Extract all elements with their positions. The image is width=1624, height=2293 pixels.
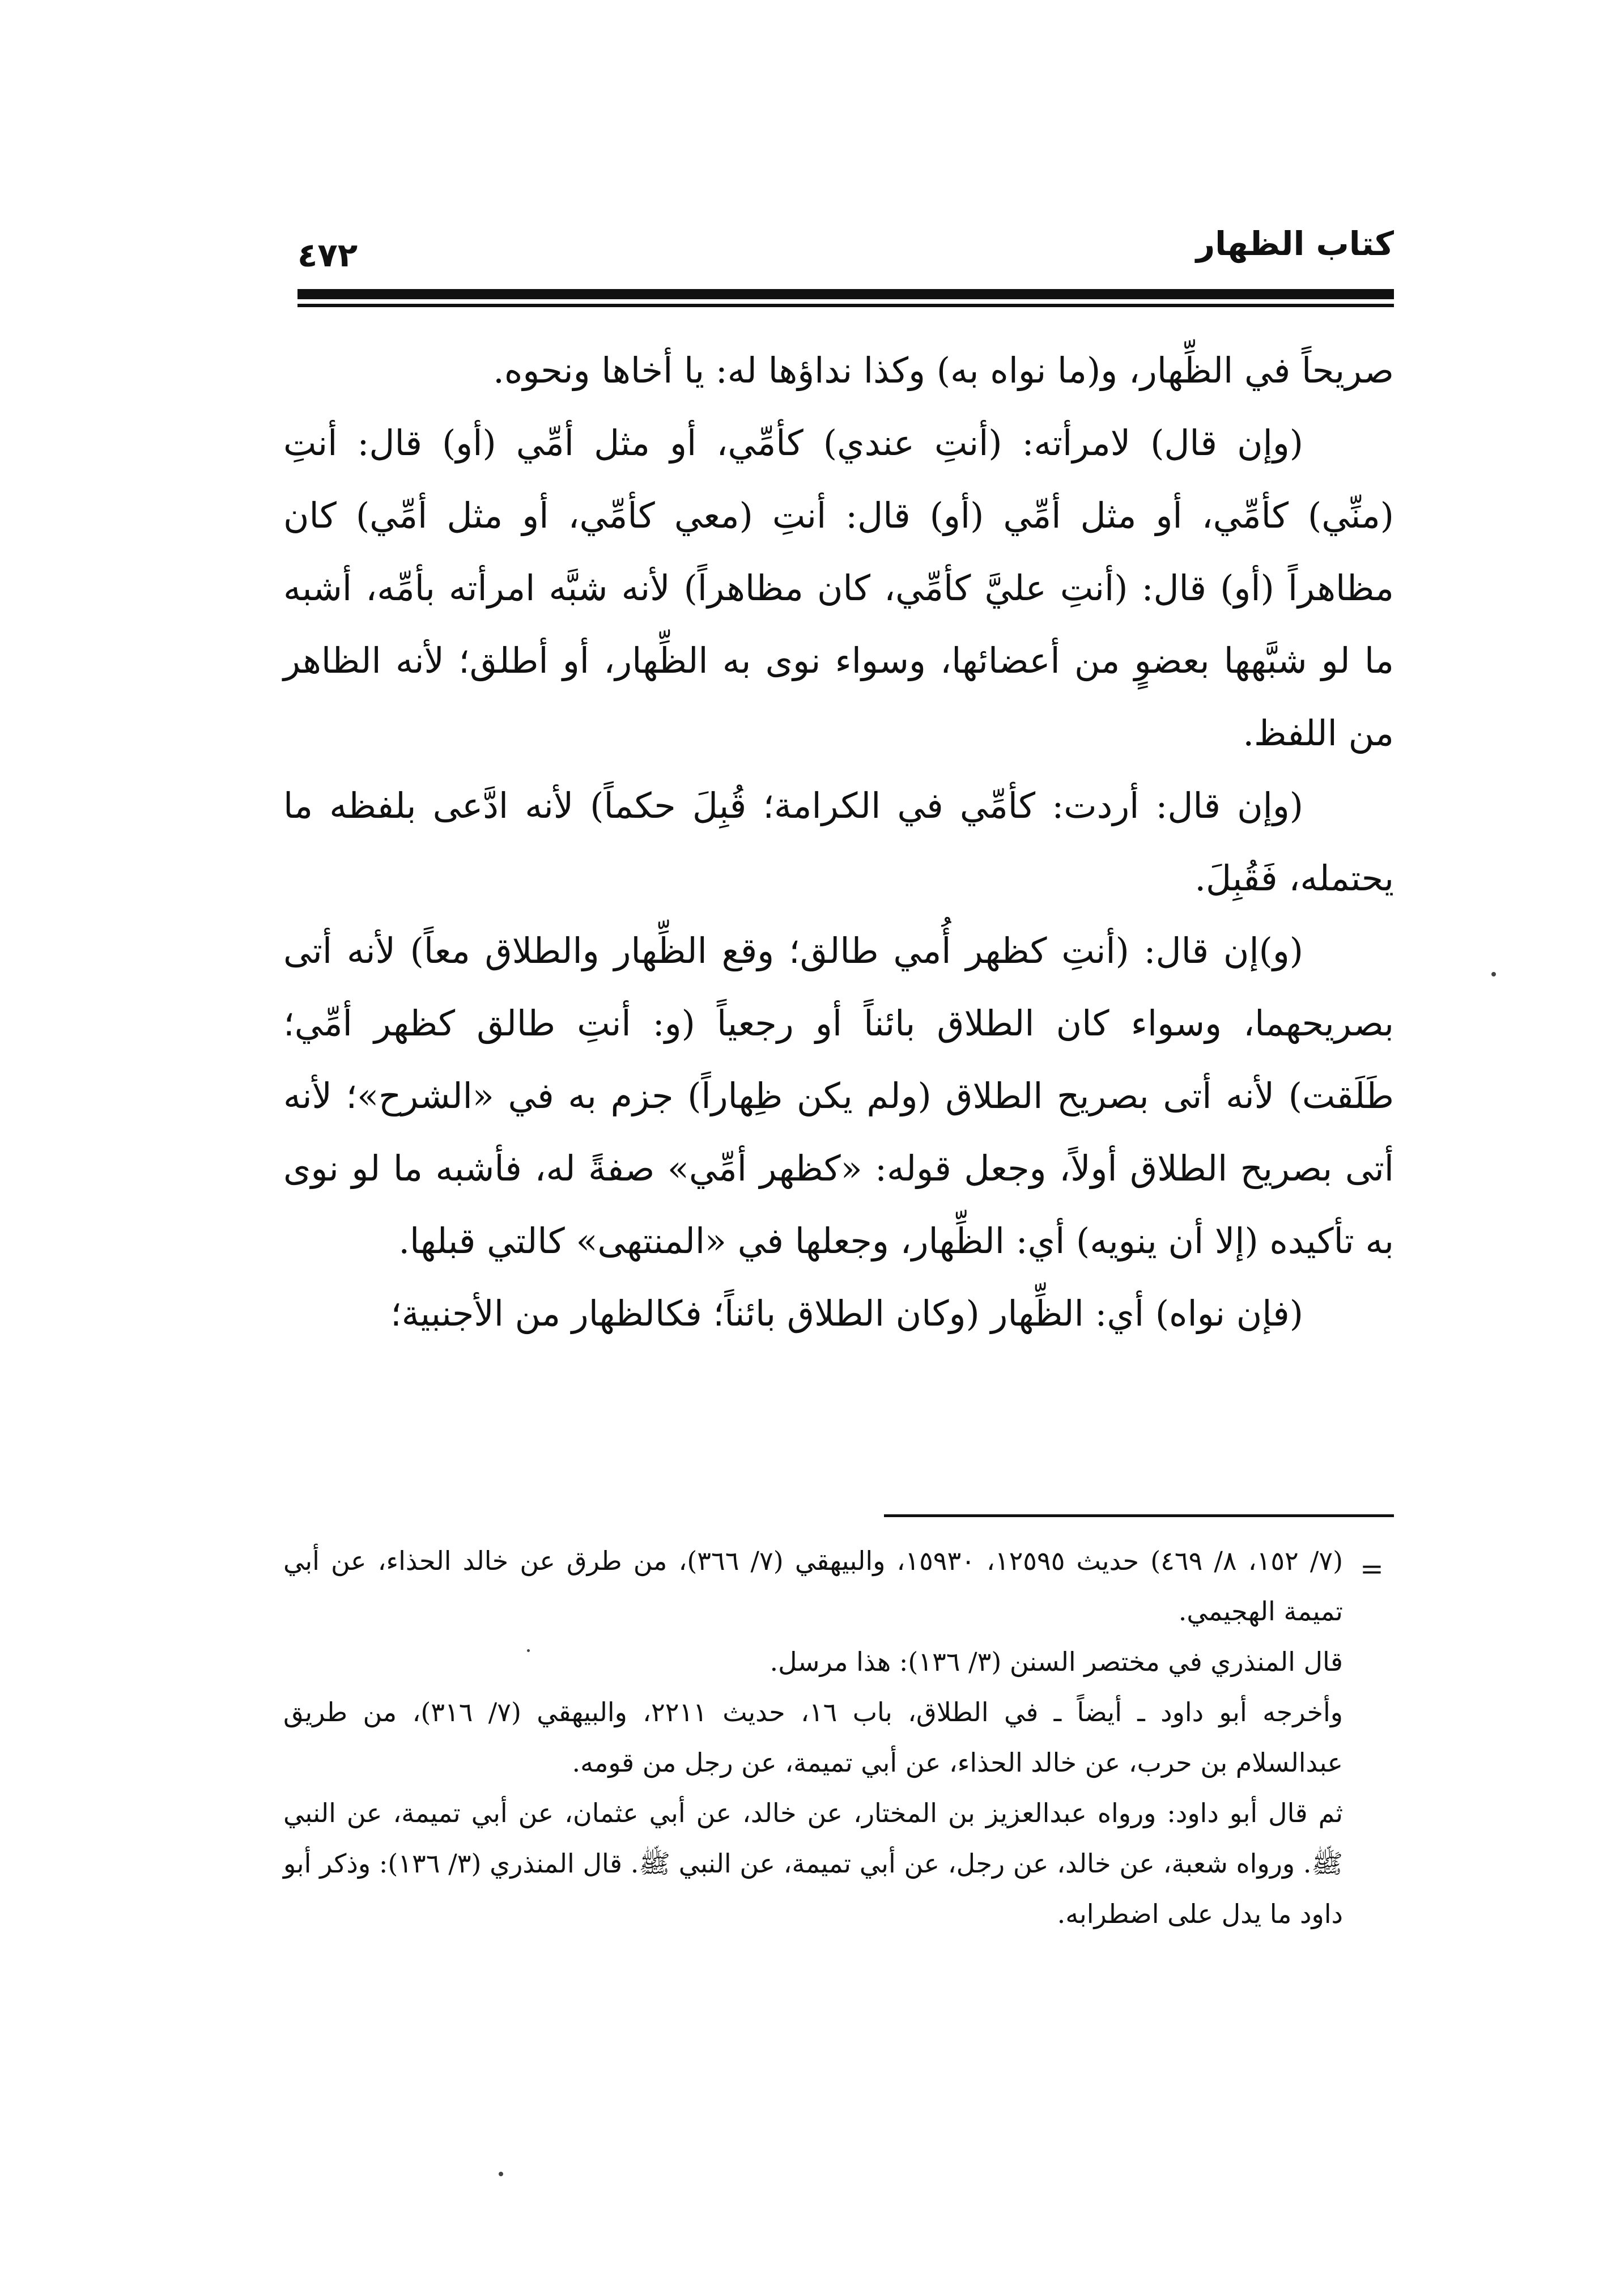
paragraph-3: (وإن قال: أردت: كأمِّي في الكرامة؛ قُبِلَ حكماً) لأنه ادَّعى بلفظه ما يحتمله، فَقُبِلَ. <box>283 785 1394 899</box>
footnotes <box>283 1536 1343 1939</box>
scan-speck <box>1491 972 1496 976</box>
paragraph-1: صريحاً في الظِّهار، و(ما نواه به) وكذا نداؤها له: يا أخاها ونحوه. <box>493 350 1394 391</box>
footnote-line: (٧/ ١٥٢، ٨/ ٤٦٩) حديث ١٢٥٩٥، ١٥٩٣٠، والبيهقي (٧/ ٣٦٦)، من طرق عن خالد الحذاء، عن أبي تميمة الهجيمي. <box>283 1545 1344 1627</box>
footnote-line: قال المنذري في مختصر السنن (٣/ ١٣٦): هذا مرسل. <box>770 1646 1343 1677</box>
page-header <box>297 218 1394 281</box>
header-rule-thin <box>297 304 1394 307</box>
scan-speck <box>499 2172 503 2176</box>
paragraph-5: (فإن نواه) أي: الظِّهار (وكان الطلاق بائناً؛ فكالظهار من الأجنبية؛ <box>390 1293 1303 1334</box>
footnote-continuation-mark: = <box>1360 1552 1384 1585</box>
paragraph-2: (وإن قال) لامرأته: (أنتِ عندي) كأمِّي، أو مثل أمِّي (أو) قال: أنتِ (منِّي) كأمِّي، أو مثل أمِّي (أو) قال: أنتِ (معي كأمِّي، أو مثل أمِّي) كان مظاهراً (أو) قال: (أنتِ عليَّ كأمِّي، كان مظاهراً) لأنه شبَّه امرأته بأمِّه، أشبه ما لو شبَّهها بعضوٍ من أعضائها، وسواء نوى به الظِّهار، أو أطلق؛ لأنه الظاهر من اللفظ. <box>283 422 1394 754</box>
scan-speck <box>527 1649 530 1652</box>
running-title: كتاب الظهار <box>1196 224 1394 263</box>
footnote-line: ثم قال أبو داود: ورواه عبدالعزيز بن المختار، عن خالد، عن أبي عثمان، عن أبي تميمة، عن النبي ﷺ. ورواه شعبة، عن خالد، عن رجل، عن أبي تميمة، عن النبي ﷺ. قال المنذري (٣/ ١٣٦): وذكر أبو داود ما يدل على اضطرابه. <box>283 1798 1343 1929</box>
header-rule-thick <box>297 289 1394 299</box>
main-text <box>283 334 1394 1350</box>
page-number: ٤٧٢ <box>297 236 358 274</box>
footnote-line: وأخرجه أبو داود ـ أيضاً ـ في الطلاق، باب ١٦، حديث ٢٢١١، والبيهقي (٧/ ٣١٦)، من طريق عبدالسلام بن حرب، عن خالد الحذاء، عن أبي تميمة، عن رجل من قومه. <box>283 1697 1344 1778</box>
paragraph-4: (و)إن قال: (أنتِ كظهر أُمي طالق؛ وقع الظِّهار والطلاق معاً) لأنه أتى بصريحهما، وسواء كان الطلاق بائناً أو رجعياً (و: أنتِ طالق كظهر أمِّي؛ طَلَقت) لأنه أتى بصريح الطلاق (ولم يكن ظِهاراً) جزم به في «الشرح»؛ لأنه أتى بصريح الطلاق أولاً، وجعل قوله: «كظهر أمِّي» صفةً له، فأشبه ما لو نوى به تأكيده (إلا أن ينويه) أي: الظِّهار، وجعلها في «المنتهى» كالتي قبلها. <box>283 930 1394 1262</box>
footnote-separator <box>884 1514 1394 1517</box>
